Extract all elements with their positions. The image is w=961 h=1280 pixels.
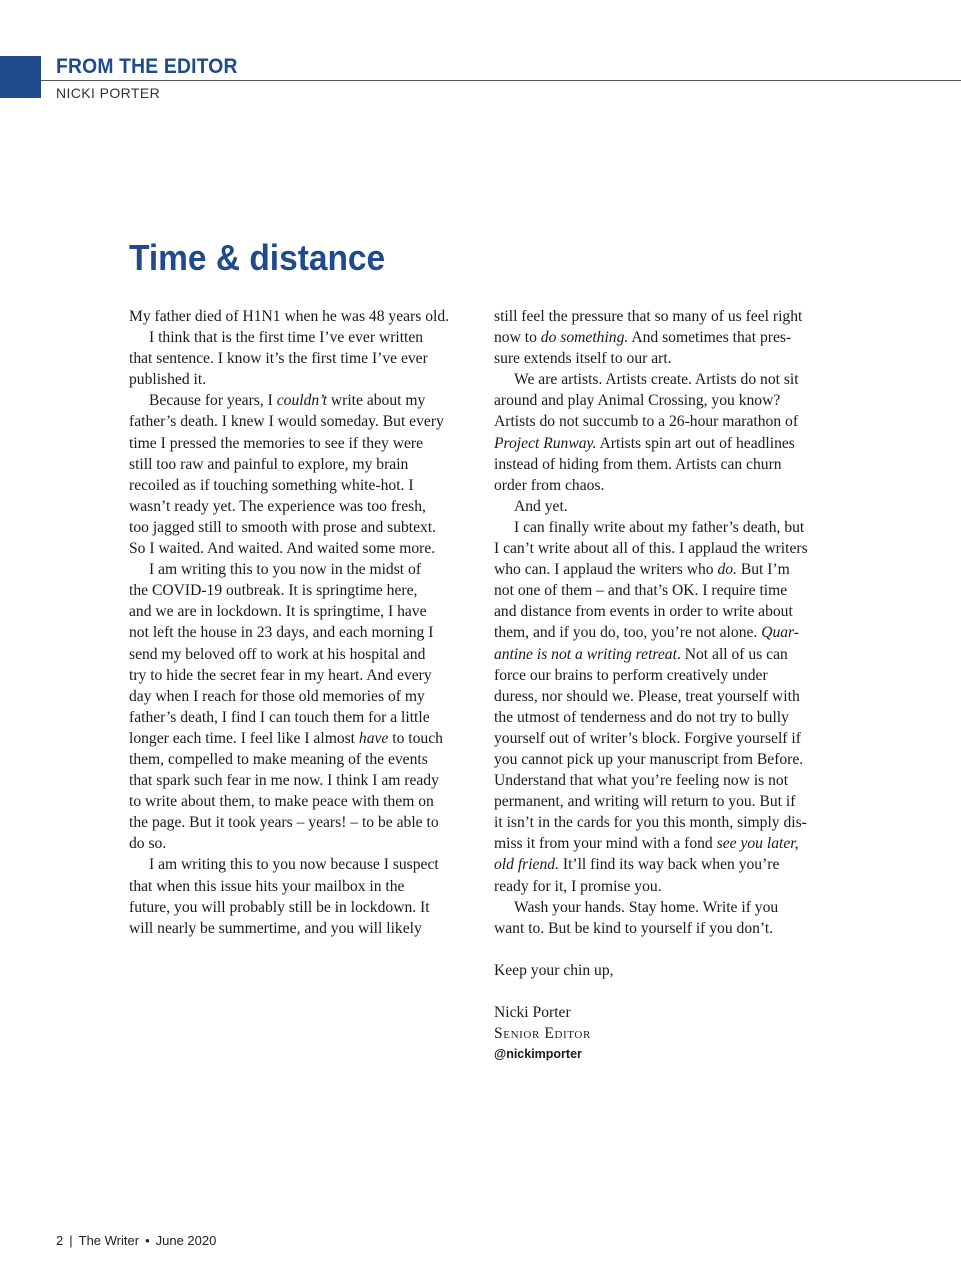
body-line: I can finally write about my father’s death, but (514, 518, 805, 536)
body-line: permanent, and writing will return to you. But if (494, 793, 796, 811)
body-line: the page. But it took years – years! – to be able to (129, 814, 439, 832)
signature-handle: @nickimporter (494, 1047, 582, 1062)
body-line: that when this issue hits your mailbox in the (129, 877, 405, 895)
body-line: I am writing this to you now in the midst of (149, 561, 422, 579)
body-line: around and play Animal Crossing, you know? (494, 392, 781, 410)
body-line: My father died of H1N1 when he was 48 years old. (129, 308, 450, 325)
header-rule (41, 80, 961, 81)
footer-separator: | (69, 1233, 73, 1248)
body-line: still feel the pressure that so many of us feel right (494, 308, 803, 325)
footer-bullet: • (145, 1233, 150, 1248)
body-line: wasn’t ready yet. The experience was too fresh, (129, 497, 426, 515)
body-line: future, you will probably still be in lockdown. It (129, 898, 430, 916)
body-line: Project Runway. Artists spin art out of headlines (494, 434, 795, 452)
body-line: and distance from events in order to write about (494, 603, 793, 621)
body-line: order from chaos. (494, 476, 605, 494)
body-line: the COVID-19 outbreak. It is springtime here, (129, 582, 418, 600)
body-line: instead of hiding from them. Artists can churn (494, 455, 782, 473)
right-column-body (494, 306, 846, 939)
body-line: still too raw and painful to explore, my brain (129, 455, 409, 473)
signature-title: Senior Editor (494, 1025, 591, 1043)
body-line: Understand that what you’re feeling now is not (494, 772, 789, 790)
body-line: We are artists. Artists create. Artists do not sit (514, 371, 799, 389)
closing-line: Keep your chin up, (494, 961, 614, 979)
body-line: I think that is the first time I’ve ever written (149, 329, 424, 347)
article-left-column (129, 306, 481, 939)
article-title: Time & distance (129, 237, 386, 278)
body-line: send my beloved off to work at his hospital and (129, 645, 426, 663)
page-footer (56, 1232, 216, 1250)
body-line: that sentence. I know it’s the first time I’ve ever (129, 350, 428, 368)
section-color-block (0, 56, 41, 98)
body-line: do so. (129, 835, 167, 853)
publication-name: The Writer (78, 1233, 140, 1248)
body-line: it isn’t in the cards for you this month, simply dis- (494, 814, 807, 832)
body-line: I am writing this to you now because I suspect (149, 856, 439, 874)
body-line: and we are in lockdown. It is springtime, I have (129, 603, 427, 621)
body-line: that spark such fear in me now. I think I am ready (129, 772, 439, 790)
body-line: And yet. (514, 497, 568, 515)
body-line: recoiled as if touching something white-hot. I (129, 476, 414, 494)
issue-date: June 2020 (155, 1233, 217, 1248)
signature-name: Nicki Porter (494, 1004, 571, 1022)
body-line: force our brains to perform creatively under (494, 666, 768, 684)
body-line: antine is not a writing retreat. Not all of us can (494, 645, 788, 663)
article-right-column (494, 306, 846, 1065)
body-line: them, compelled to make meaning of the events (129, 750, 428, 768)
body-line: yourself out of writer’s block. Forgive yourself if (494, 729, 801, 747)
body-line: Wash your hands. Stay home. Write if you (514, 898, 779, 916)
body-line: published it. (129, 371, 207, 389)
body-line: Artists do not succumb to a 26-hour marathon of (494, 413, 799, 431)
author-label: NICKI PORTER (56, 85, 161, 101)
body-line: too jagged still to smooth with prose and subtext. (129, 518, 437, 536)
body-line: father’s death, I find I can touch them for a little (129, 708, 430, 726)
body-line: longer each time. I feel like I almost have to touch (129, 729, 443, 747)
body-line: want to. But be kind to yourself if you don’t. (494, 919, 774, 937)
body-line: the utmost of tenderness and do not try to bully (494, 708, 789, 726)
body-line: who can. I applaud the writers who do. But I’m (494, 561, 790, 579)
body-line: miss it from your mind with a fond see you later, (494, 835, 799, 853)
body-line: father’s death. I knew I would someday. But every (129, 413, 444, 431)
body-line: time I pressed the memories to see if they were (129, 434, 424, 452)
body-line: sure extends itself to our art. (494, 350, 672, 368)
body-line: now to do something. And sometimes that pres- (494, 329, 792, 347)
body-line: duress, nor should we. Please, treat yourself with (494, 687, 800, 705)
body-line: them, and if you do, too, you’re not alone. Quar- (494, 624, 800, 642)
body-line: So I waited. And waited. And waited some more. (129, 540, 436, 558)
body-line: try to hide the secret fear in my heart. And every (129, 666, 432, 684)
body-line: old friend. It’ll find its way back when you’re (494, 856, 780, 874)
body-line: day when I reach for those old memories of my (129, 687, 425, 705)
body-line: you cannot pick up your manuscript from Before. (494, 750, 804, 768)
body-line: not left the house in 23 days, and each morning I (129, 624, 434, 642)
body-line: ready for it, I promise you. (494, 877, 662, 895)
body-line: to write about them, to make peace with them on (129, 793, 434, 811)
page-number: 2 (56, 1233, 64, 1248)
body-line: not one of them – and that’s OK. I require time (494, 582, 788, 600)
body-line: will nearly be summertime, and you will likely (129, 919, 422, 937)
section-label: FROM THE EDITOR (56, 55, 238, 78)
body-line: Because for years, I couldn’t write about my (149, 392, 426, 410)
body-line: I can’t write about all of this. I applaud the writers (494, 540, 808, 558)
